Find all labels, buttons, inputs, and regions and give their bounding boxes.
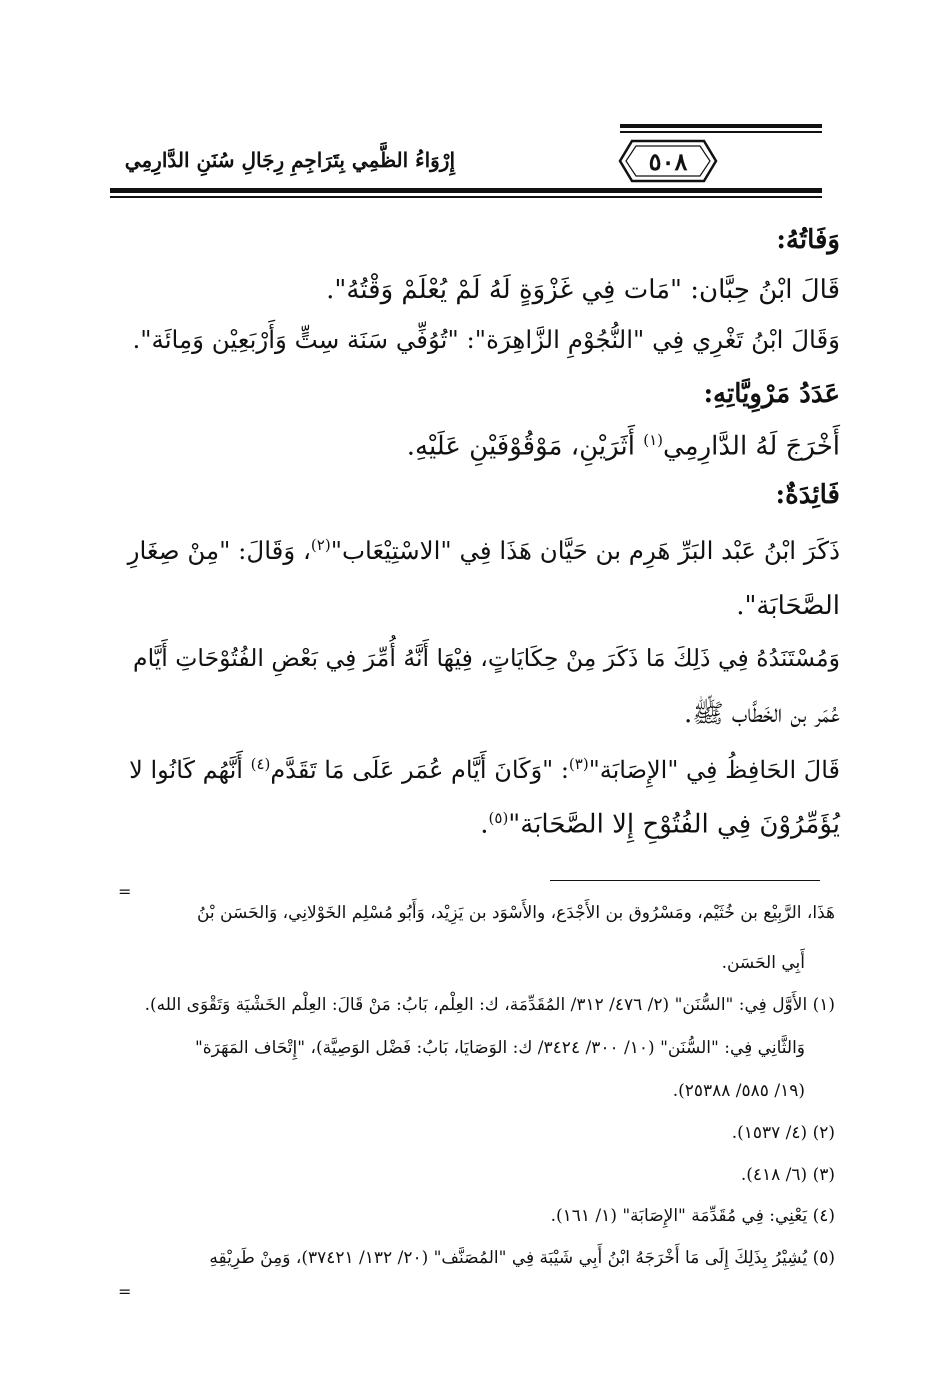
footnote-continuation: أَبِي الحَسَن. (721, 953, 805, 973)
page-number: ٥٠٨ (648, 146, 688, 176)
footnote-ref: (١) (643, 431, 663, 449)
header-top-rule (620, 124, 822, 128)
footnote-ref: (٢) (310, 536, 331, 554)
running-title: إِرْوَاءُ الظَّمِي بِتَرَاجِمِ رِجَالِ سُنَنِ الدَّارِمِي (124, 148, 455, 172)
text-line: عُمَر بن الخَطَّاب ﷺ. (683, 699, 840, 729)
footnote-continuation: هَذَا، الرَّبِيْع بن خُثَيْم، ومَسْرُوق بن الأَجْدَع، والأَسْوَد بن يَزِيْد، وَأَبُو مُسْلِم الخَوْلانِي، وَالحَسَن بْنُ (196, 903, 835, 923)
text-line (480, 811, 840, 838)
footnote-4: (٤) يَعْنِي: فِي مُقَدِّمَة "الإِصَابَة" (١/ ١٦١). (550, 1206, 835, 1226)
section-heading-narrations: عَدَدُ مَرْوِيَّاتِهِ: (703, 379, 840, 409)
text-line (407, 433, 840, 460)
text-run: يُؤَمِّرُوْنَ فِي الفُتُوْحِ إِلا الصَّحَابَة" (508, 809, 840, 840)
continuation-mark: = (118, 1282, 132, 1301)
text-line: الصَّحَابَة". (736, 591, 840, 621)
footnote-2: (٢) (٤/ ١٥٣٧). (731, 1123, 835, 1143)
text-line (129, 757, 840, 782)
header-rule-thin (110, 196, 822, 198)
text-run: ذَكَرَ ابْنُ عَبْد البَرِّ هَرِم بن حَيَّان هَذَا فِي "الاسْتِيْعَاب" (330, 536, 840, 566)
continuation-mark: = (118, 882, 132, 901)
text-line (128, 538, 840, 564)
footnote-separator (550, 880, 820, 881)
text-run: : "وَكَانَ أَيَّام عُمَر عَلَى مَا تَقَدَّم (270, 756, 569, 784)
footnote-ref: (٤) (250, 755, 271, 773)
text-run: أَنَّهُم كَانُوا لا (129, 756, 251, 784)
page-number-badge (618, 137, 718, 185)
footnote-ref: (٥) (488, 809, 509, 827)
text-line: قَالَ ابْنُ حِبَّان: "مَات فِي غَزْوَةٍ لَهُ لَمْ يُعْلَمْ وَقْتُهُ". (326, 275, 840, 305)
text-run: . (480, 809, 489, 840)
footnote-ref: (٣) (568, 755, 589, 773)
footnote-5: (٥) يُشِيْرُ بِذَلِكَ إِلَى مَا أَخْرَجَهُ ابْنُ أَبِي شَيْبَة فِي "المُصَنَّف" (٢٠/ ١٣٢/ ٣٧٤٢١)، وَمِنْ طَرِيْقِهِ (209, 1248, 835, 1268)
header-top-rule-thin (620, 131, 822, 133)
header-rule (110, 188, 822, 193)
section-heading-benefit: فَائِدَةٌ: (775, 480, 840, 510)
text-line: وَقَالَ ابْنُ تَغْرِي فِي "النُّجُوْمِ الزَّاهِرَة": "تُوُفِّي سَنَة سِتٍّ وَأَرْبَعِيْن وَمِائَة". (132, 325, 840, 354)
footnote-1: (١٩/ ٥٨٥/ ٢٥٣٨٨). (672, 1081, 805, 1101)
text-run: ، وَقَالَ: "مِنْ صِغَارِ (127, 536, 311, 566)
footnote-3: (٣) (٦/ ٤١٨). (740, 1165, 835, 1185)
footnote-1: (١) الأَوَّل فِي: "السُّنَن" (٢/ ٤٧٦/ ٣١٢/ المُقَدِّمَة، ك: العِلْم، بَابُ: مَنْ قَالَ: العِلْم الخَشْيَة وَتَقْوَى الله). (144, 995, 835, 1015)
text-run: أَخْرَجَ لَهُ الدَّارِمِي (663, 431, 840, 462)
text-run: قَالَ الحَافِظُ فِي "الإِصَابَة" (588, 756, 840, 784)
text-run: أَثَرَيْنِ، مَوْقُوْفَيْنِ عَلَيْهِ. (406, 431, 644, 462)
text-line: وَمُسْتَنَدُهُ فِي ذَلِكَ مَا ذَكَرَ مِنْ حِكَايَاتٍ، فِيْهَا أَنَّهُ أُمِّرَ فِي بَعْضِ الفُتُوْحَاتِ أَيَّام (133, 644, 840, 672)
section-heading-death: وَفَاتُهُ: (776, 225, 840, 255)
footnote-1: وَالثَّانِي فِي: "السُّنَن" (١٠/ ٣٠٠/ ٣٤٢٤/ ك: الوَصَايَا، بَابُ: فَضْل الوَصِيَّة)، "إِتْحَاف المَهَرَة" (194, 1038, 805, 1058)
